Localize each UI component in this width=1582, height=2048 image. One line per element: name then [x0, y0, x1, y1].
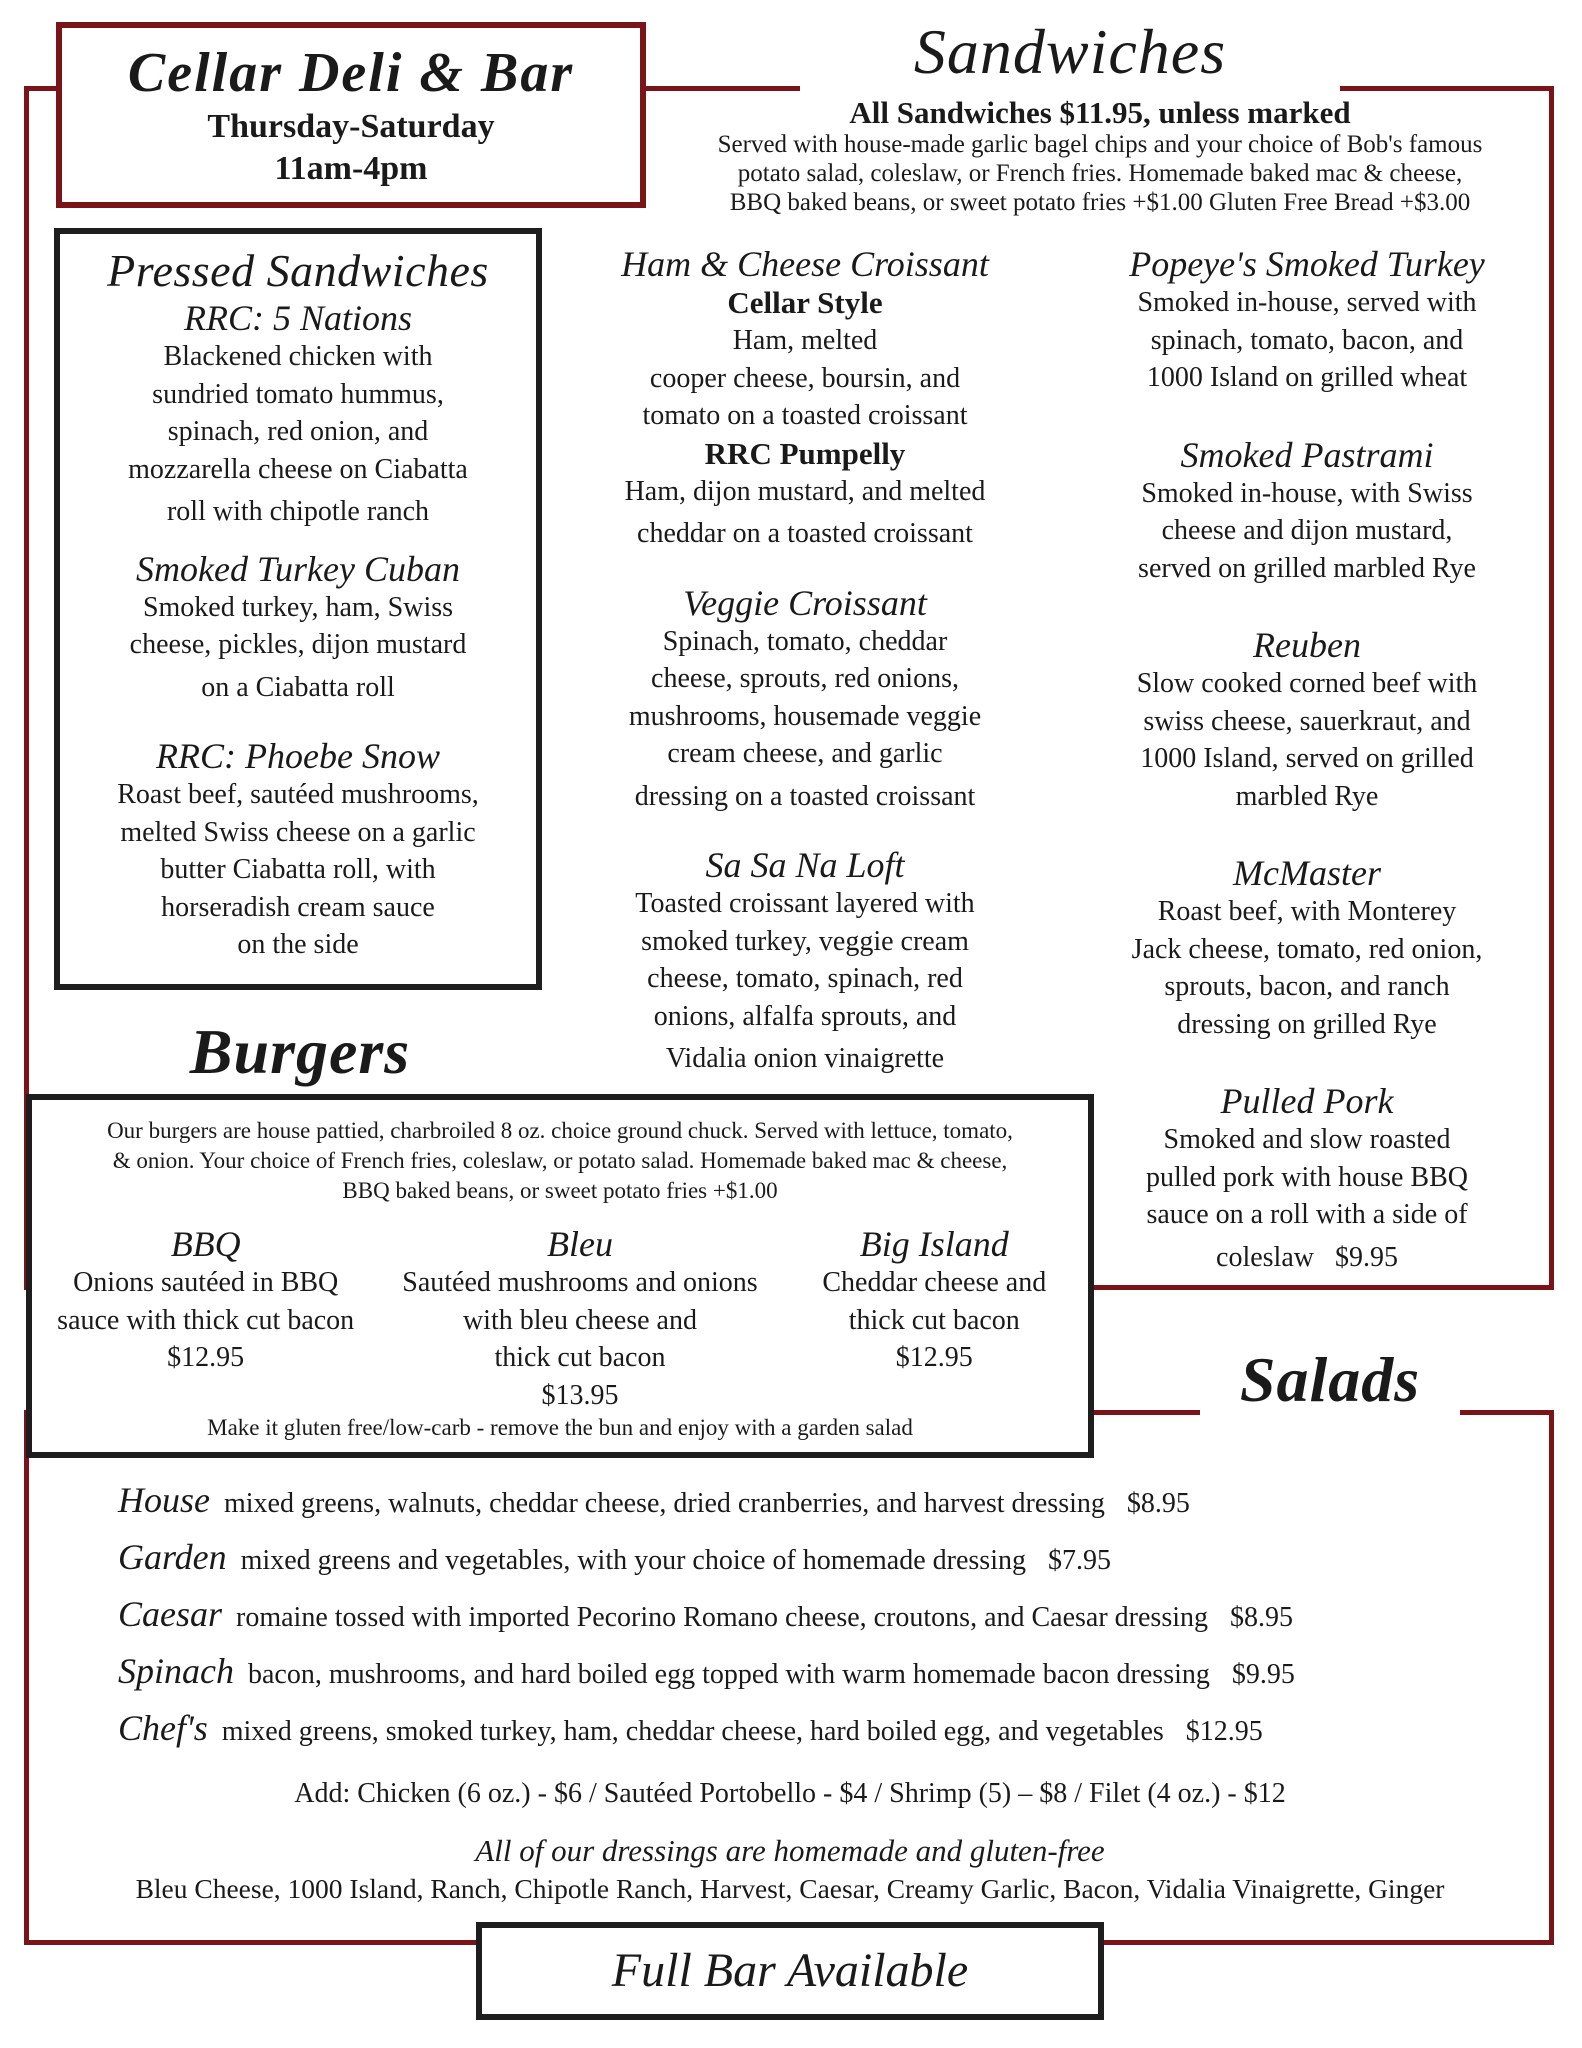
menu-item-line: cream cheese, and garlic	[667, 738, 943, 769]
menu-item-line: Smoked and slow roasted	[1163, 1124, 1451, 1155]
salad-desc: mixed greens, walnuts, cheddar cheese, dried cranberries, and harvest dressing	[224, 1488, 1105, 1519]
salad-name: Caesar	[118, 1594, 223, 1634]
salad-price: $12.95	[1185, 1716, 1263, 1747]
pressed-item-line: roll with chipotle ranch	[166, 496, 430, 527]
burger-price: $12.95	[167, 1342, 245, 1373]
pressed-item-line: on a Ciabatta roll	[201, 671, 395, 703]
pressed-item-line: sundried tomato hummus,	[152, 378, 444, 410]
burgers-row	[32, 1224, 1088, 1414]
menu-item-line: spinach, tomato, bacon, and	[1150, 324, 1464, 356]
salads-list	[118, 1472, 1538, 1757]
pressed-item	[60, 549, 536, 707]
burger-name: BBQ	[170, 1224, 241, 1264]
burger-item	[36, 1224, 375, 1414]
pressed-item-line: melted Swiss cheese on a garlic	[120, 816, 476, 848]
menu-item-line: Ham, melted	[732, 325, 878, 356]
salad-desc: mixed greens and vegetables, with your choice of homemade dressing	[240, 1545, 1026, 1576]
menu-item	[560, 244, 1050, 553]
menu-item-name: Pulled Pork	[1220, 1081, 1394, 1121]
menu-item-line: pulled pork with house BBQ	[1146, 1161, 1468, 1193]
menu-item-name: Reuben	[1253, 625, 1361, 665]
menu-item-line: onions, alfalfa sprouts, and	[653, 1000, 957, 1032]
menu-item-line: Vidalia onion vinaigrette	[665, 1043, 945, 1074]
menu-item-line: sauce on a roll with a side of	[1146, 1199, 1468, 1230]
menu-item-line: mushrooms, housemade veggie	[628, 700, 982, 732]
menu-item	[560, 845, 1050, 1078]
menu-item	[1072, 1081, 1542, 1276]
menu-item	[1072, 853, 1542, 1043]
menu-item	[1072, 625, 1542, 815]
menu-item-name: Smoked Pastrami	[1180, 434, 1434, 475]
burger-price: $13.95	[541, 1379, 619, 1411]
burger-line: Sautéed mushrooms and onions	[402, 1267, 758, 1298]
salad-name: Spinach	[118, 1651, 234, 1691]
salad-item	[118, 1472, 1538, 1529]
sandwiches-served-line: BBQ baked beans, or sweet potato fries +$1.00 Gluten Free Bread +$3.00	[729, 189, 1471, 216]
burger-item	[375, 1224, 784, 1414]
burgers-intro	[32, 1116, 1088, 1206]
menu-item-name: Ham & Cheese Croissant	[621, 244, 989, 284]
middle-column	[560, 244, 1050, 1078]
pressed-item	[60, 298, 536, 531]
burger-name: Big Island	[859, 1224, 1009, 1264]
open-days: Thursday-Saturday	[207, 108, 495, 145]
pressed-sandwiches-box	[54, 228, 542, 990]
salad-name: Chef's	[118, 1708, 208, 1748]
pressed-item-line: Smoked turkey, ham, Swiss	[142, 591, 454, 623]
menu-item-name: Popeye's Smoked Turkey	[1129, 244, 1485, 284]
pressed-item-name: RRC: Phoebe Snow	[156, 736, 440, 776]
salads-heading: Salads	[1200, 1340, 1460, 1420]
burger-line: Cheddar cheese and	[822, 1267, 1047, 1298]
menu-item-line: Jack cheese, tomato, red onion,	[1131, 933, 1483, 965]
menu-item-line: marbled Rye	[1235, 780, 1379, 812]
salad-price: $9.95	[1231, 1659, 1295, 1690]
menu-item-line: cooper cheese, boursin, and	[649, 362, 961, 394]
sandwiches-heading: Sandwiches	[800, 12, 1340, 92]
menu-item-line: Smoked in-house, with Swiss	[1141, 477, 1473, 509]
pressed-item-line: cheese, pickles, dijon mustard	[129, 629, 467, 660]
dressings-note: All of our dressings are homemade and gluten-free	[475, 1833, 1105, 1868]
salad-name: House	[118, 1480, 210, 1520]
menu-item-line: Roast beef, with Monterey	[1157, 896, 1457, 927]
menu-item-line: 1000 Island, served on grilled	[1140, 743, 1474, 774]
menu-item-line: tomato on a toasted croissant	[642, 400, 968, 431]
salad-desc: mixed greens, smoked turkey, ham, cheddar cheese, hard boiled egg, and vegetables	[221, 1716, 1164, 1747]
menu-item-name: McMaster	[1233, 853, 1381, 893]
menu-item-line: smoked turkey, veggie cream	[641, 925, 969, 957]
burger-line: sauce with thick cut bacon	[57, 1304, 355, 1336]
pressed-item	[60, 736, 536, 964]
menu-item-line: Ham, dijon mustard, and melted	[624, 475, 986, 507]
salad-price: $7.95	[1047, 1545, 1111, 1576]
right-column	[1072, 244, 1542, 1276]
menu-item-subname: RRC Pumpelly	[704, 435, 906, 471]
burgers-intro-line: Our burgers are house pattied, charbroiled 8 oz. choice ground chuck. Served with lettuce, tomato,	[107, 1118, 1013, 1143]
menu-item-line	[1072, 1239, 1542, 1277]
salad-add-ons: Add: Chicken (6 oz.) - $6 / Sautéed Portobello - $4 / Shrimp (5) – $8 / Filet (4 oz.) - $12	[294, 1778, 1286, 1809]
pressed-item-line: mozzarella cheese on Ciabatta	[128, 453, 468, 485]
burger-line: with bleu cheese and	[462, 1304, 697, 1336]
burgers-intro-line: BBQ baked beans, or sweet potato fries +$1.00	[342, 1178, 778, 1203]
burger-line: thick cut bacon	[848, 1304, 1020, 1336]
pressed-item-line: horseradish cream sauce	[161, 891, 435, 923]
menu-item-price: $9.95	[1334, 1241, 1398, 1273]
burgers-heading: Burgers	[189, 1016, 411, 1087]
pressed-item-name: Smoked Turkey Cuban	[136, 548, 460, 589]
menu-item	[1072, 435, 1542, 588]
burgers-intro-line: & onion. Your choice of French fries, coleslaw, or potato salad. Homemade baked mac & cheese,	[112, 1148, 1008, 1173]
menu-item	[560, 583, 1050, 816]
salad-desc: bacon, mushrooms, and hard boiled egg topped with warm homemade bacon dressing	[247, 1659, 1210, 1690]
dressings-list: Bleu Cheese, 1000 Island, Ranch, Chipotle Ranch, Harvest, Caesar, Creamy Garlic, Bacon, Vidalia Vinaigrette, Ginger	[135, 1873, 1445, 1904]
burger-line: Onions sautéed in BBQ	[73, 1267, 339, 1298]
menu-item-name: Sa Sa Na Loft	[705, 845, 905, 885]
salad-price: $8.95	[1230, 1602, 1294, 1633]
menu-item-line: cheddar on a toasted croissant	[637, 518, 973, 549]
open-hours: 11am-4pm	[274, 150, 428, 187]
salad-desc: romaine tossed with imported Pecorino Romano cheese, croutons, and Caesar dressing	[236, 1602, 1209, 1633]
pressed-item-line: Blackened chicken with	[163, 341, 433, 372]
full-bar-text: Full Bar Available	[611, 1944, 969, 1997]
burgers-footnote: Make it gluten free/low-carb - remove the bun and enjoy with a garden salad	[207, 1415, 913, 1440]
sandwiches-price-note: All Sandwiches $11.95, unless marked	[849, 95, 1351, 130]
salad-name: Garden	[118, 1537, 227, 1577]
salad-item	[118, 1529, 1538, 1586]
menu-item-line: Smoked in-house, served with	[1137, 287, 1477, 318]
full-bar-box	[476, 1922, 1104, 2020]
burger-price: $12.95	[895, 1342, 973, 1373]
menu-item	[1072, 244, 1542, 397]
salad-item	[118, 1586, 1538, 1643]
menu-item-line: swiss cheese, sauerkraut, and	[1143, 705, 1471, 737]
menu-item-line: served on grilled marbled Rye	[1138, 552, 1476, 584]
sandwiches-served-line: Served with house-made garlic bagel chips and your choice of Bob's famous	[717, 131, 1483, 158]
menu-item-line: 1000 Island on grilled wheat	[1146, 362, 1468, 393]
menu-item-line: cheese and dijon mustard,	[1161, 515, 1453, 546]
sandwiches-intro	[650, 96, 1550, 217]
pressed-item-line: on the side	[237, 929, 359, 960]
salad-item	[118, 1700, 1538, 1757]
pressed-item-line: spinach, red onion, and	[167, 416, 429, 447]
salad-price: $8.95	[1126, 1488, 1190, 1519]
pressed-item-line: Roast beef, sautéed mushrooms,	[117, 779, 479, 810]
menu-item-subname: Cellar Style	[727, 285, 883, 320]
menu-item-name: Veggie Croissant	[683, 582, 927, 623]
restaurant-name: Cellar Deli & Bar	[127, 42, 575, 104]
menu-item-line: Slow cooked corned beef with	[1136, 668, 1478, 699]
burger-line: thick cut bacon	[494, 1342, 666, 1373]
menu-item-line-text: coleslaw	[1216, 1241, 1314, 1273]
pressed-heading: Pressed Sandwiches	[107, 245, 489, 296]
pressed-item-line: butter Ciabatta roll, with	[160, 854, 436, 885]
burger-item	[785, 1224, 1084, 1414]
menu-item-line: sprouts, bacon, and ranch	[1164, 971, 1450, 1002]
header-box	[56, 22, 646, 208]
sandwiches-served-line: potato salad, coleslaw, or French fries. Homemade baked mac & cheese,	[737, 160, 1463, 187]
menu-item-line: cheese, sprouts, red onions,	[651, 663, 959, 694]
menu-item-line: cheese, tomato, spinach, red	[647, 963, 963, 994]
salad-item	[118, 1643, 1538, 1700]
burgers-box	[26, 1094, 1094, 1458]
burger-name: Bleu	[546, 1224, 613, 1264]
menu-item-line: Spinach, tomato, cheddar	[662, 625, 948, 657]
pressed-item-name: RRC: 5 Nations	[183, 298, 412, 338]
menu-item-line: Toasted croissant layered with	[635, 888, 975, 919]
menu-item-line: dressing on grilled Rye	[1177, 1008, 1437, 1040]
menu-item-line: dressing on a toasted croissant	[634, 780, 976, 812]
